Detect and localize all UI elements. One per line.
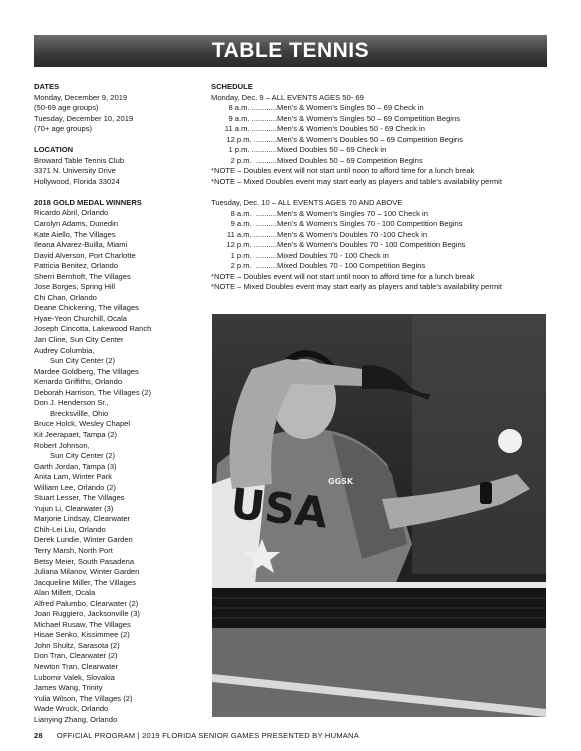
- dates-line: Tuesday, December 10, 2019: [34, 113, 134, 123]
- dates-line: Monday, December 9, 2019: [34, 92, 128, 102]
- winner-name: Alfred Palumbo, Clearwater (2): [34, 598, 139, 608]
- title-banner: [34, 35, 547, 67]
- winner-name: Jacqueline Miller, The Villages: [34, 577, 136, 587]
- dates-line: (50-69 age groups): [34, 103, 99, 113]
- winner-name: Brecksvillle, Ohio: [50, 408, 109, 418]
- schedule-row: [211, 251, 551, 262]
- winner-name: Garth Jordan, Tampa (3): [34, 461, 117, 471]
- winner-name: Carolyn Adams, Dunedin: [34, 219, 118, 229]
- winner-name: Don Tran, Clearwater (2): [34, 651, 118, 661]
- schedule-time: 9 a.m. ............: [228, 113, 277, 123]
- schedule-time: 1 p.m. ............: [228, 145, 277, 155]
- winner-name: Michael Rusaw, The Villages: [34, 619, 131, 629]
- schedule-time: 8 a.m. ............: [228, 103, 277, 113]
- schedule-desc: Men's & Women's Singles 70 - 100 Competition Begins: [277, 219, 463, 229]
- winner-name: James Wang, Trinity: [34, 683, 103, 693]
- winner-name: Wade Wruck, Orlando: [34, 704, 109, 714]
- schedule-row: [211, 135, 551, 146]
- schedule-desc: Mixed Doubles 50 – 69 Check in: [277, 145, 387, 155]
- schedule-time: 2 p.m. ..........: [230, 155, 277, 165]
- schedule-row: [211, 230, 551, 241]
- winner-name: Chih-Lei Liu, Orlando: [34, 524, 106, 534]
- winner-name: Chi Chan, Orlando: [34, 292, 97, 302]
- winner-name: Kenardo Griffiths, Orlando: [34, 377, 123, 387]
- winner-name: Mardee Goldberg, The Villages: [34, 366, 139, 376]
- player-photo: [212, 314, 546, 717]
- jersey-logo: GGSK: [328, 477, 354, 486]
- day-title: Tuesday, Dec. 10 – ALL EVENTS AGES 70 AND ABOVE: [211, 197, 403, 207]
- winner-name: Derek Lundie, Winter Garden: [34, 535, 133, 545]
- winner-name: Marjorie Lindsay, Clearwater: [34, 514, 131, 524]
- schedule-time: 2 p.m. ..........: [230, 261, 277, 271]
- location-heading: LOCATION: [34, 145, 74, 155]
- schedule-heading: SCHEDULE: [211, 82, 253, 91]
- schedule-time: 1 p.m. ..........: [230, 250, 277, 260]
- winner-name: Yulia Wilson, The Villages (2): [34, 693, 133, 703]
- schedule-row: [211, 103, 551, 114]
- schedule-time: 11 a.m. ............: [224, 124, 277, 134]
- winner-name: Newton Tran, Clearwater: [34, 661, 118, 671]
- location-line: 3371 N. University Drive: [34, 166, 116, 176]
- winner-name: Deane Chickering, The villages: [34, 303, 139, 313]
- dates-line: (70+ age groups): [34, 124, 93, 134]
- winner-name: Joan Ruggiero, Jacksonville (3): [34, 609, 140, 619]
- winner-name: Lubomir Valek, Slovakia: [34, 672, 115, 682]
- winner-name: John Shultz, Sarasota (2): [34, 640, 120, 650]
- schedule-desc: Men's & Women's Singles 50 – 69 Competition Begins: [277, 113, 460, 123]
- schedule-row: [211, 124, 551, 135]
- winner-name: Joseph Cincotta, Lakewood Ranch: [34, 324, 152, 334]
- winner-name: Sun City Center (2): [50, 356, 115, 366]
- schedule-column: [211, 82, 551, 293]
- schedule-note: *NOTE – Doubles event will not start until noon to afford time for a lunch break: [211, 166, 475, 176]
- winner-name: Bruce Holck, Wesley Chapel: [34, 419, 131, 429]
- schedule-desc: Men's & Women's Doubles 50 – 69 Competition Begins: [277, 134, 463, 144]
- schedule-desc: Men's & Women's Doubles 70 -100 Check in: [277, 229, 428, 239]
- winner-name: Kate Aiello, The Villages: [34, 229, 116, 239]
- schedule-row: [211, 156, 551, 167]
- winner-name: Stuart Lesser, The Villages: [34, 493, 125, 503]
- winner-name: Juliana Milanov, Winter Garden: [34, 567, 140, 577]
- winner-name: Hyae-Yeon Churchill, Ocala: [34, 313, 128, 323]
- winner-name: Ileana Alvarez-Builla, Miami: [34, 240, 128, 250]
- schedule-desc: Mixed Doubles 70 - 100 Check in: [277, 250, 389, 260]
- winner-name: Audrey Columbia,: [34, 345, 95, 355]
- winner-name: Deborah Harrison, The Villages (2): [34, 387, 152, 397]
- schedule-row: [211, 240, 551, 251]
- location-line: Hollywood, Florida 33024: [34, 176, 120, 186]
- winner-name: Alan Millett, Ocala: [34, 588, 96, 598]
- schedule-desc: Men's & Women's Doubles 70 - 100 Competition Begins: [277, 240, 466, 250]
- jersey-text: USA: [228, 478, 330, 538]
- page-number: 28: [34, 731, 43, 740]
- schedule-note: *NOTE – Mixed Doubles event may start early as players and table's availability permit: [211, 176, 502, 186]
- schedule-row: [211, 145, 551, 156]
- winner-name: Hisae Senko, Kissimmee (2): [34, 630, 130, 640]
- day-title: Monday, Dec. 9 – ALL EVENTS AGES 50- 69: [211, 92, 364, 102]
- winner-name: Patricia Benitez, Orlando: [34, 261, 118, 271]
- footer-text: OFFICIAL PROGRAM | 2019 FLORIDA SENIOR GAMES PRESENTED BY HUMANA: [56, 731, 359, 740]
- location-line: Broward Table Tennis Club: [34, 155, 125, 165]
- winner-name: Don J. Henderson Sr.,: [34, 398, 109, 408]
- winner-name: Jose Borges, Spring Hill: [34, 282, 116, 292]
- winner-name: Robert Johnson,: [34, 440, 90, 450]
- schedule-desc: Mixed Doubles 70 - 100 Competition Begins: [277, 261, 426, 271]
- winner-name: William Lee, Orlando (2): [34, 482, 116, 492]
- winner-name: Jan Cline, Sun City Center: [34, 335, 124, 345]
- schedule-desc: Men's & Women's Doubles 50 - 69 Check in: [277, 124, 425, 134]
- schedule-row: [211, 114, 551, 125]
- schedule-row: [211, 219, 551, 230]
- winner-name: Terry Marsh, North Port: [34, 545, 113, 555]
- schedule-time: 12 p.m. ...........: [226, 134, 277, 144]
- dates-heading: DATES: [34, 82, 60, 91]
- winner-name: David Alverson, Port Charlotte: [34, 250, 136, 260]
- schedule-time: 11 a.m. ...........: [226, 229, 277, 239]
- winner-name: Lianying Zhang, Orlando: [34, 714, 118, 724]
- winner-name: Betsy Meier, South Pasadena: [34, 556, 135, 566]
- schedule-note: *NOTE – Doubles event will not start until noon to afford time for a lunch break: [211, 271, 475, 281]
- winner-name: Anita Lam, Winter Park: [34, 472, 113, 482]
- winner-name: Ricardo Abril, Orlando: [34, 208, 109, 218]
- page-title: TABLE TENNIS: [211, 39, 370, 62]
- schedule-time: 8 a.m. ..........: [230, 208, 277, 218]
- schedule-time: 9 a.m. ..........: [230, 219, 277, 229]
- winner-name: Yujun Li, Clearwater (3): [34, 503, 114, 513]
- schedule-note: *NOTE – Mixed Doubles event may start early as players and table's availability permit: [211, 282, 502, 292]
- winners-heading: 2018 GOLD MEDAL WINNERS: [34, 197, 142, 207]
- schedule-desc: Mixed Doubles 50 – 69 Competition Begins: [277, 155, 423, 165]
- winner-name: Kit Jeerapaet, Tampa (2): [34, 429, 118, 439]
- schedule-row: [211, 209, 551, 220]
- page-footer: [34, 731, 359, 740]
- winner-name: Sherri Bernhoft, The Villages: [34, 271, 131, 281]
- winner-name: Sun City Center (2): [50, 451, 115, 461]
- schedule-desc: Men's & Women's Singles 50 – 69 Check in: [277, 103, 424, 113]
- left-column: [34, 82, 204, 725]
- schedule-desc: Men's & Women's Singles 70 – 100 Check in: [277, 208, 428, 218]
- schedule-row: [211, 261, 551, 272]
- schedule-time: 12 p.m. ...........: [226, 240, 277, 250]
